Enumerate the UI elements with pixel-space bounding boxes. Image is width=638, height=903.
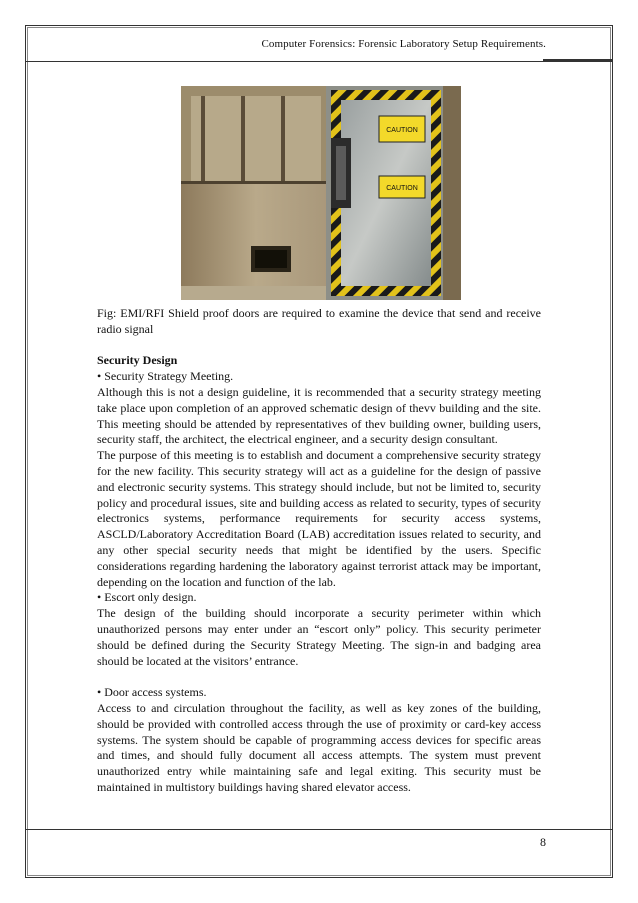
paragraph-escort-only: The design of the building should incorporate a security perimeter within which unauthorized persons may enter under an “escort only” policy. This security perimeter should be defined during the Security Strategy Meeting. The sign-in and badging area should be located at the visitors’ entrance. (97, 606, 541, 668)
door-sign-mid-label: CAUTION (386, 185, 418, 192)
header-rule (26, 61, 612, 62)
figure-caption: Fig: EMI/RFI Shield proof doors are required to examine the device that send and receive radio signal (97, 306, 541, 336)
door-sign-top-label: CAUTION (386, 127, 418, 134)
bullet-door-access-systems: • Door access systems. (97, 685, 207, 700)
bullet-escort-only-design: • Escort only design. (97, 590, 197, 605)
header-rule-accent (543, 59, 613, 61)
paragraph-strategy-purpose: The purpose of this meeting is to establish and document a comprehensive security strategy for the new facility. This security strategy will act as a guideline for the design of passive and electronic security systems. This strategy should include, but not be limited to, security policy and procedural issues, site and building access as related to security, types of security electronics systems, performance requirements for security access systems, ASCLD/Laboratory Accreditation Board (LAB) accreditation issues related to security, and any other special security needs that might be identified by the users. Specific considerations regarding hardening the laboratory against terrorist attack may be important, depending on the location and function of the lab. (97, 448, 541, 589)
figure-photo-emi-rfi-door (181, 86, 461, 300)
bullet-security-strategy-meeting: • Security Strategy Meeting. (97, 369, 234, 384)
paragraph-strategy-meeting: Although this is not a design guideline, it is recommended that a security strategy meeting take place upon completion of an approved schematic design of thevv building and the site. This meeting should be attended by representatives of thev building owner, building users, security staff, the architect, the electrical engineer, and a security design consultant. (97, 384, 541, 447)
main-body (97, 306, 541, 796)
paragraph-door-access: Access to and circulation throughout the facility, as well as key zones of the building, should be provided with controlled access through the use of proximity or card-key access systems. The system should be capable of programming access devices for specific areas and times, and should fully document all access attempts. The system must prevent unauthorized entry while maintaining safe and legal exiting. This security must be maintained in multistory buildings having shared elevator access. (97, 700, 541, 794)
page-number: 8 (540, 835, 546, 849)
section-heading: Security Design (97, 353, 178, 368)
footer-rule (26, 829, 612, 830)
running-header: Computer Forensics: Forensic Laboratory Setup Requirements. (261, 38, 546, 50)
